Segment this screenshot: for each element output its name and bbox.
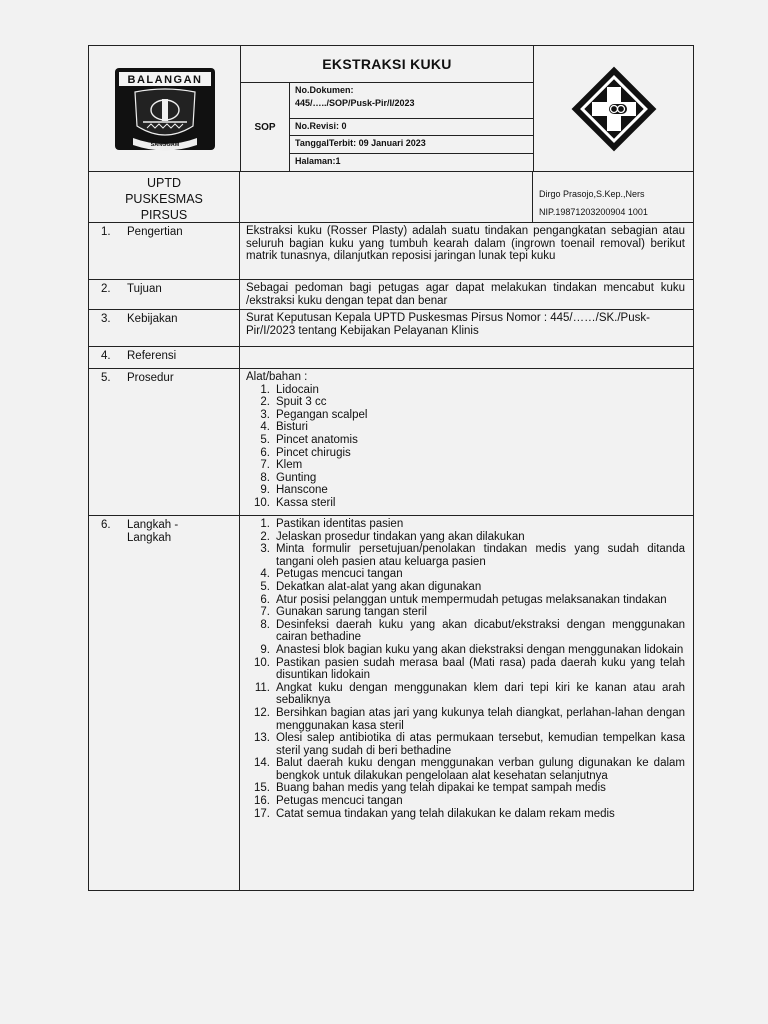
- prosedur-content: [240, 369, 693, 515]
- list-item: [246, 795, 685, 808]
- section-title: Langkah - Langkah: [127, 519, 179, 544]
- section-tujuan: [89, 280, 693, 310]
- list-item-text: Pincet chirugis: [276, 446, 351, 459]
- no-dokumen-label: No.Dokumen:: [295, 85, 354, 95]
- list-item-text: Balut daerah kuku dengan menggunakan verban gulung digunakan ke dalam bengkok untuk dilakukan pengelolaan alat kesehatan selanjutnya: [276, 757, 685, 782]
- section-number: 1.: [101, 226, 111, 238]
- list-item-number: 2.: [260, 530, 270, 543]
- list-item-number: 4.: [260, 568, 270, 581]
- list-item-number: 11.: [254, 681, 270, 694]
- list-item: [246, 434, 685, 447]
- section-label: [89, 310, 240, 346]
- sop-header: [89, 46, 693, 172]
- list-item-text: Angkat kuku dengan menggunakan klem dari tepi kiri ke kanan atau arah sebaliknya: [276, 681, 685, 707]
- list-item-text: Pastikan pasien sudah merasa baal (Mati rasa) pada daerah kuku yang telah disuntikan lidokain: [276, 656, 685, 682]
- unit-name-line: PUSKESMAS: [125, 192, 203, 206]
- list-item-number: 10.: [254, 656, 270, 669]
- list-item-number: 2.: [260, 396, 270, 409]
- section-label: [89, 369, 240, 515]
- section-title: Referensi: [127, 350, 177, 362]
- unit-name-line: PIRSUS: [140, 208, 188, 222]
- section-number: 2.: [101, 283, 111, 295]
- no-revisi: No.Revisi: 0: [290, 119, 533, 136]
- no-dokumen-row: [290, 83, 533, 119]
- list-item-text: Petugas mencuci tangan: [276, 568, 403, 581]
- unit-row: [89, 172, 693, 223]
- tujuan-text: [240, 280, 693, 309]
- list-item: [246, 732, 685, 757]
- list-item-text: Gunting: [276, 471, 317, 484]
- list-item-number: 8.: [260, 471, 270, 484]
- list-item-text: Kassa steril: [276, 496, 336, 509]
- section-referensi: [89, 347, 693, 369]
- list-item: [246, 459, 685, 472]
- langkah-content: [240, 516, 693, 890]
- section-kebijakan: [89, 310, 693, 347]
- list-item: [246, 409, 685, 422]
- list-item: [246, 543, 685, 568]
- pengertian-text: [240, 223, 693, 279]
- list-item-text: Pastikan identitas pasien: [276, 518, 404, 530]
- kebijakan-text: [240, 310, 693, 346]
- list-item-text: Olesi salep antibiotika di atas permukaan tersebut, kemudian tempelkan kasa steril yang sudah di beri bethadine: [276, 732, 685, 757]
- sop-label: SOP: [241, 83, 290, 171]
- list-item: [246, 472, 685, 485]
- health-cross-logo: [562, 57, 666, 161]
- list-item: [246, 568, 685, 581]
- list-item-number: 9.: [260, 643, 270, 656]
- list-item: [246, 644, 685, 657]
- section-number: 3.: [101, 313, 111, 325]
- list-item-text: Bersihkan bagian atas jari yang kukunya telah diangkat, perlahan-lahan dengan menggunakan kasa steril: [276, 706, 685, 732]
- list-item-number: 6.: [260, 593, 270, 606]
- unit-name: [89, 172, 240, 222]
- list-item-number: 1.: [260, 383, 270, 396]
- signer-name: Dirgo Prasojo,S.Kep.,Ners: [539, 189, 645, 199]
- referensi-text: [240, 347, 693, 368]
- sop-table: [88, 45, 694, 891]
- list-item: [246, 808, 685, 821]
- list-item-text: Atur posisi pelanggan untuk mempermudah petugas melaksanakan tindakan: [276, 593, 667, 606]
- tanggal-terbit: TanggalTerbit: 09 Januari 2023: [290, 136, 533, 154]
- list-item-number: 5.: [260, 433, 270, 446]
- paragraph: Sebagai pedoman bagi petugas agar dapat melakukan tindakan mencabut kuku /ekstraksi kuku dengan tepat dan benar: [246, 282, 685, 307]
- list-item-number: 15.: [254, 782, 270, 795]
- list-item-number: 5.: [260, 580, 270, 593]
- list-item: [246, 707, 685, 732]
- signer-block: [533, 172, 693, 222]
- list-item-number: 16.: [254, 795, 270, 808]
- document-meta: [290, 83, 533, 171]
- list-item-text: Klem: [276, 459, 303, 472]
- balangan-logo-cell: [89, 46, 241, 171]
- section-title: Kebijakan: [127, 313, 178, 325]
- header-middle: [241, 46, 534, 171]
- list-item-number: 1.: [260, 518, 270, 530]
- list-item-number: 3.: [260, 543, 270, 556]
- list-item-text: Buang bahan medis yang telah dipakai ke tempat sampah medis: [276, 782, 606, 795]
- list-item: [246, 606, 685, 619]
- list-item-text: Spuit 3 cc: [276, 396, 327, 409]
- list-item: [246, 497, 685, 510]
- section-number: 5.: [101, 372, 111, 384]
- section-langkah: [89, 516, 693, 890]
- halaman: Halaman:1: [295, 156, 341, 166]
- list-item-text: Jelaskan prosedur tindakan yang akan dilakukan: [276, 530, 525, 543]
- sop-meta-area: [241, 83, 533, 171]
- list-item-number: 9.: [260, 484, 270, 497]
- section-pengertian: [89, 223, 693, 280]
- list-item-number: 13.: [254, 732, 270, 745]
- list-item: [246, 594, 685, 607]
- list-item-text: Hanscone: [276, 484, 328, 497]
- list-item-number: 7.: [260, 606, 270, 619]
- section-label: [89, 223, 240, 279]
- paragraph: Surat Keputusan Kepala UPTD Puskesmas Pirsus Nomor : 445/……/SK./Pusk-Pir/I/2023 tentang Kebijakan Pelayanan Klinis: [246, 312, 650, 337]
- list-item: [246, 484, 685, 497]
- list-item-number: 4.: [260, 421, 270, 434]
- list-item-number: 17.: [254, 807, 270, 820]
- list-item-text: Dekatkan alat-alat yang akan digunakan: [276, 580, 482, 593]
- prosedur-intro: Alat/bahan :: [246, 371, 308, 383]
- list-item-text: Lidocain: [276, 383, 319, 396]
- list-item: [246, 782, 685, 795]
- section-number: 6.: [101, 519, 111, 531]
- document-title: EKSTRAKSI KUKU: [241, 46, 533, 83]
- paragraph: Ekstraksi kuku (Rosser Plasty) adalah suatu tindakan pengangkatan sebagian atau seluruh bagian kuku yang tumbuh kearah dalam (ingrown toenail removal) berikut matrik tunasnya, dilanjutkan reposisi jaringan lunak tepi kuku: [246, 225, 685, 263]
- list-item-text: Desinfeksi daerah kuku yang akan dicabut/ekstraksi dengan menggunakan cairan bethadine: [276, 618, 685, 644]
- list-item: [246, 396, 685, 409]
- list-item-text: Catat semua tindakan yang telah dilakukan ke dalam rekam medis: [276, 807, 615, 820]
- section-title: Prosedur: [127, 372, 174, 384]
- balangan-regency-logo: [113, 66, 217, 152]
- list-item-number: 3.: [260, 408, 270, 421]
- langkah-list: [246, 518, 685, 820]
- list-item-text: Gunakan sarung tangan steril: [276, 606, 427, 619]
- list-item-text: Anastesi blok bagian kuku yang akan diekstraksi dengan menggunakan lidokain: [276, 643, 684, 656]
- list-item-number: 10.: [254, 496, 270, 509]
- list-item-number: 6.: [260, 446, 270, 459]
- signer-nip: NIP.19871203200904 1001: [539, 207, 648, 217]
- list-item-text: Pegangan scalpel: [276, 408, 368, 421]
- section-label: [89, 280, 240, 309]
- list-item: [246, 581, 685, 594]
- logo-text-balangan: BALANGAN: [127, 73, 202, 86]
- list-item: [246, 682, 685, 707]
- list-item: [246, 421, 685, 434]
- list-item-number: 7.: [260, 459, 270, 472]
- list-item-text: Petugas mencuci tangan: [276, 795, 403, 808]
- list-item-number: 12.: [254, 706, 270, 719]
- unit-name-line: UPTD: [146, 176, 182, 190]
- section-label: [89, 516, 240, 890]
- section-number: 4.: [101, 350, 111, 362]
- list-item: [246, 531, 685, 544]
- section-label: [89, 347, 240, 368]
- list-item: [246, 518, 685, 531]
- list-item: [246, 757, 685, 782]
- list-item: [246, 447, 685, 460]
- logo-text-sanggam: SANGGAM: [150, 141, 179, 148]
- list-item: [246, 384, 685, 397]
- list-item-text: Pincet anatomis: [276, 433, 358, 446]
- section-title: Tujuan: [127, 283, 162, 295]
- section-prosedur: [89, 369, 693, 516]
- list-item-text: Minta formulir persetujuan/penolakan tindakan medis yang sudah ditanda tangani oleh pasien atau keluarga pasien: [276, 543, 685, 568]
- list-item: [246, 657, 685, 682]
- list-item-text: Bisturi: [276, 421, 308, 434]
- list-item: [246, 619, 685, 644]
- no-dokumen-value: 445/…../SOP/Pusk-Pir/I/2023: [295, 98, 415, 108]
- alat-bahan-list: [246, 384, 685, 510]
- health-logo-cell: [534, 46, 693, 171]
- blank-cell: [240, 172, 533, 222]
- list-item-number: 8.: [260, 618, 270, 631]
- section-title: Pengertian: [127, 226, 183, 238]
- list-item-number: 14.: [254, 757, 270, 770]
